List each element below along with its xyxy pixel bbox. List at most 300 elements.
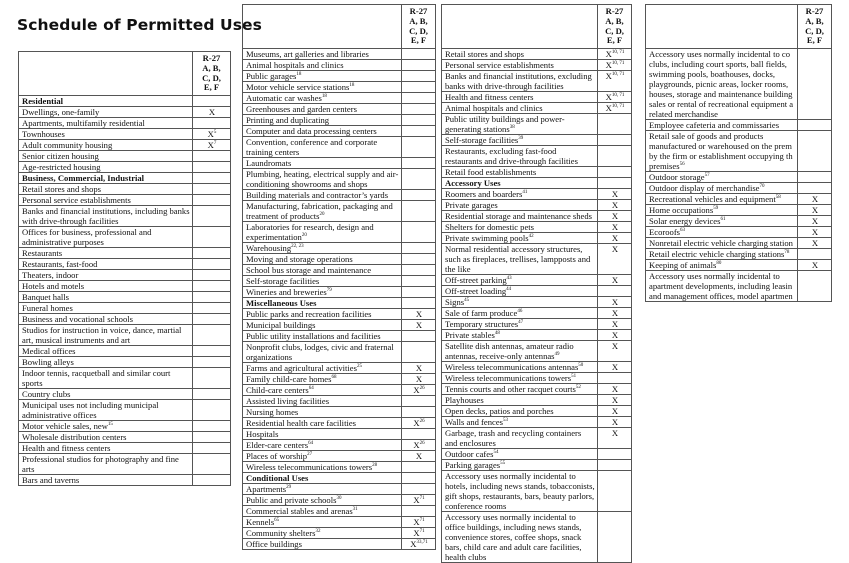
use-row	[19, 248, 231, 259]
use-label	[19, 195, 193, 206]
use-label	[442, 330, 598, 341]
use-label-text: swimming pools, boathouses, docks,	[649, 69, 776, 80]
footnote-ref: 61	[720, 217, 726, 223]
use-label	[442, 49, 598, 60]
use-label	[442, 471, 598, 512]
permitted-mark: X	[415, 451, 423, 462]
permitted-mark: X	[415, 374, 423, 385]
permitted-mark-cell	[798, 238, 832, 249]
use-row	[243, 451, 436, 462]
use-row	[19, 195, 231, 206]
use-label	[442, 135, 598, 146]
use-row	[442, 384, 632, 395]
permitted-mark: X	[413, 528, 420, 539]
use-label	[243, 71, 402, 82]
use-row	[442, 341, 632, 362]
use-row	[19, 129, 231, 140]
footnote-ref: 39	[518, 136, 524, 142]
permitted-mark-cell	[402, 93, 436, 104]
use-label-text: Printing and duplicating	[246, 115, 330, 126]
permitted-mark-cell	[193, 325, 231, 346]
use-label-text: Residential health care facilities	[246, 418, 356, 429]
use-label-text: Hospitals	[246, 429, 279, 440]
permitted-mark: X	[611, 428, 619, 439]
permitted-mark-cell	[598, 406, 632, 417]
footnote-ref: 46	[517, 309, 523, 315]
use-row	[646, 172, 832, 183]
permitted-mark: X	[415, 363, 423, 374]
use-label-line	[649, 271, 795, 281]
permitted-mark: X	[811, 238, 819, 249]
use-label-text: Accessory Uses	[445, 178, 501, 189]
permitted-mark-cell	[598, 275, 632, 286]
use-label	[442, 146, 598, 167]
footnote-ref: 38	[509, 125, 515, 131]
use-row	[442, 103, 632, 114]
permitted-mark-cell	[798, 183, 832, 194]
use-row	[243, 60, 436, 71]
permitted-footnote-ref: 26	[419, 441, 425, 447]
permitted-mark-cell	[193, 357, 231, 368]
district-header-line: R-27	[805, 6, 824, 16]
use-row	[19, 475, 231, 486]
use-label-text: Retail stores and shops	[445, 49, 525, 60]
permitted-mark-cell	[402, 440, 436, 451]
permitted-mark-cell	[402, 385, 436, 396]
permitted-mark: X	[413, 385, 420, 396]
use-label-text: premises	[649, 161, 680, 172]
permitted-mark: X	[605, 49, 612, 60]
permitted-mark-cell	[402, 287, 436, 298]
use-label-text: Professional studios for photography and fine arts	[22, 454, 179, 475]
use-label	[442, 395, 598, 406]
use-row	[243, 418, 436, 429]
footnote-ref: 54	[493, 450, 499, 456]
use-label-text: Banks and financial institutions, including banks with drive-through facilities	[22, 206, 190, 227]
use-label	[646, 227, 798, 238]
use-row	[442, 449, 632, 460]
use-label	[243, 137, 402, 158]
use-label	[243, 320, 402, 331]
use-row	[243, 115, 436, 126]
use-label	[243, 222, 402, 243]
use-label	[19, 421, 193, 432]
permitted-mark-cell	[193, 129, 231, 140]
permitted-mark: X	[611, 406, 619, 417]
permitted-mark-cell	[598, 286, 632, 297]
use-row	[243, 190, 436, 201]
permitted-mark-cell	[402, 374, 436, 385]
footnote-ref: 55	[500, 461, 506, 467]
permitted-mark-cell	[598, 417, 632, 428]
permitted-mark-cell	[598, 135, 632, 146]
use-label-line	[649, 291, 795, 301]
use-label-text: Building materials and contractor’s yards	[246, 190, 389, 201]
permitted-mark-cell	[598, 308, 632, 319]
use-label-text: Open decks, patios and porches	[445, 406, 554, 417]
permitted-mark: X	[811, 205, 819, 216]
permitted-mark-cell	[402, 517, 436, 528]
permitted-mark-cell	[193, 443, 231, 454]
permitted-mark-cell	[193, 346, 231, 357]
use-row	[243, 126, 436, 137]
use-label-text: related merchandise	[649, 109, 718, 120]
use-row	[19, 314, 231, 325]
permitted-mark: X	[605, 103, 612, 114]
use-label-text: Nonprofit clubs, lodges, civic and fraternal organizations	[246, 342, 394, 363]
permitted-footnote-ref: 10, 71	[611, 104, 625, 110]
use-label	[19, 107, 193, 118]
permitted-mark-cell	[402, 407, 436, 418]
use-label-text: Banquet halls	[22, 292, 70, 303]
district-header-line: A, B,	[605, 15, 624, 26]
use-label	[243, 495, 402, 506]
use-label-text: Townhouses	[22, 129, 65, 140]
use-label-text: Accessory uses normally incidental to hotels, including news stands, tobacconists, gift shops, restaurants, bars, beauty parlors, conference rooms	[445, 471, 595, 512]
permitted-mark-cell	[598, 330, 632, 341]
use-label	[442, 286, 598, 297]
permitted-mark-cell	[402, 528, 436, 539]
use-row	[646, 183, 832, 194]
use-label-text: Assisted living facilities	[246, 396, 330, 407]
use-label	[243, 201, 402, 222]
permitted-mark-cell	[598, 178, 632, 189]
permitted-mark: X	[410, 539, 417, 550]
use-row	[243, 49, 436, 60]
district-header-line: C, D,	[202, 72, 221, 83]
footnote-ref: 30	[336, 496, 342, 502]
permitted-uses-table-1	[18, 51, 231, 486]
use-row	[243, 137, 436, 158]
footnote-ref: 52	[575, 385, 581, 391]
use-label-text: Country clubs	[22, 389, 71, 400]
use-row	[442, 222, 632, 233]
use-row	[442, 373, 632, 384]
permitted-mark-cell	[598, 60, 632, 71]
footnote-ref: 18	[321, 94, 327, 100]
permitted-mark-cell	[598, 341, 632, 362]
permitted-mark-cell	[193, 281, 231, 292]
permitted-mark-cell	[402, 201, 436, 222]
use-row	[19, 400, 231, 421]
use-label-text: Laundromats	[246, 158, 292, 169]
permitted-mark-cell	[402, 243, 436, 254]
use-row	[442, 512, 632, 563]
district-column-header	[402, 5, 436, 49]
permitted-mark-cell	[598, 114, 632, 135]
use-row	[243, 539, 436, 550]
use-label	[442, 384, 598, 395]
permitted-uses-table-3	[441, 4, 632, 563]
use-label-text: Private swimming pools	[445, 233, 529, 244]
use-label	[646, 271, 798, 302]
use-label-text: Wholesale distribution centers	[22, 432, 127, 443]
use-row	[19, 184, 231, 195]
permitted-mark-cell	[193, 400, 231, 421]
use-label-text: clubs, including court sports, ball fields,	[649, 59, 787, 70]
district-header-line: R-27	[605, 6, 624, 16]
use-label-text: Miscellaneous Uses	[246, 298, 317, 309]
permitted-mark: X	[413, 440, 420, 451]
use-row	[442, 146, 632, 167]
use-label	[442, 341, 598, 362]
use-label-text: Senior citizen housing	[22, 151, 99, 162]
permitted-mark-cell	[193, 368, 231, 389]
use-row	[442, 189, 632, 200]
use-row	[442, 286, 632, 297]
permitted-mark-cell	[598, 167, 632, 178]
use-row	[442, 308, 632, 319]
use-label	[243, 82, 402, 93]
footnote-ref: 70	[759, 184, 765, 190]
section-title	[243, 298, 402, 309]
use-label-line	[649, 161, 795, 171]
use-row	[243, 484, 436, 495]
permitted-footnote-ref: 10, 71	[611, 72, 625, 78]
use-label-text: Restaurants	[22, 248, 63, 259]
footnote-ref: 65	[274, 518, 280, 524]
use-label-line	[649, 281, 795, 291]
use-label	[442, 60, 598, 71]
permitted-mark-cell	[598, 395, 632, 406]
footnote-ref: 79	[326, 288, 332, 294]
use-label-line	[649, 49, 795, 59]
use-label	[19, 357, 193, 368]
permitted-footnote-ref: 26	[419, 386, 425, 392]
use-row	[243, 495, 436, 506]
use-label-text: and management offices, model apartmen	[649, 291, 793, 302]
use-label-text: Ecoroofs	[649, 227, 681, 238]
permitted-mark-cell	[598, 200, 632, 211]
use-label-text: Warehousing	[246, 243, 292, 254]
use-label	[243, 484, 402, 495]
footnote-ref: 29	[286, 485, 292, 491]
header-row	[646, 5, 832, 49]
use-row	[243, 276, 436, 287]
use-label-text: Personal service establishments	[445, 60, 554, 71]
header-row	[19, 52, 231, 96]
permitted-mark-cell	[598, 471, 632, 512]
use-label	[19, 325, 193, 346]
use-row	[442, 167, 632, 178]
permitted-mark: X	[811, 227, 819, 238]
use-label	[19, 129, 193, 140]
use-label-text: Walls and fences	[445, 417, 504, 428]
use-label-text: Motor vehicle sales, new	[22, 421, 108, 432]
use-label-text: Apartments	[246, 484, 287, 495]
use-label-text: Nonretail electric vehicle charging station	[649, 238, 793, 249]
use-label	[243, 517, 402, 528]
use-row	[243, 528, 436, 539]
use-label-text: Commercial stables and arenas	[246, 506, 353, 517]
use-row	[646, 227, 832, 238]
use-label	[19, 292, 193, 303]
use-row	[19, 368, 231, 389]
permitted-mark-cell	[798, 227, 832, 238]
page-title: Schedule of Permitted Uses	[17, 16, 262, 34]
use-label-text: Family child-care homes	[246, 374, 332, 385]
use-row	[19, 151, 231, 162]
permitted-mark: X	[611, 395, 619, 406]
footnote-ref: 44	[506, 287, 512, 293]
permitted-mark-cell	[193, 248, 231, 259]
use-label-text: Business and vocational schools	[22, 314, 133, 325]
permitted-mark-cell	[598, 428, 632, 449]
use-label	[442, 308, 598, 319]
use-label-text: Outdoor display of merchandise	[649, 183, 760, 194]
use-label	[646, 260, 798, 271]
use-label	[243, 528, 402, 539]
use-row	[646, 216, 832, 227]
use-label-text: Accessory uses normally incidental to	[649, 271, 780, 282]
permitted-mark: X	[415, 320, 423, 331]
use-label	[442, 92, 598, 103]
use-label-text: Tennis courts and other racquet courts	[445, 384, 576, 395]
use-label	[243, 126, 402, 137]
district-header-line: C, D,	[605, 25, 624, 36]
permitted-mark-cell	[193, 195, 231, 206]
use-label	[646, 49, 798, 120]
use-label-text: School bus storage and maintenance	[246, 265, 372, 276]
footnote-ref: 49	[554, 352, 560, 358]
permitted-mark: X	[811, 260, 819, 271]
permitted-mark-cell	[193, 270, 231, 281]
permitted-mark-cell	[598, 49, 632, 60]
permitted-mark: X	[611, 341, 619, 352]
permitted-mark: X	[611, 211, 619, 222]
permitted-mark-cell	[798, 271, 832, 302]
use-label-text: Studios for instruction in voice, dance, martial art, musical instruments and art	[22, 325, 182, 346]
permitted-mark-cell	[402, 190, 436, 201]
district-header-line: R-27	[409, 6, 428, 16]
use-label-line	[649, 99, 795, 109]
use-label	[646, 194, 798, 205]
use-label-text: Restaurants, excluding fast-food restaurants and drive-through facilities	[445, 146, 578, 167]
use-label	[243, 265, 402, 276]
permitted-mark-cell	[598, 189, 632, 200]
use-label	[442, 167, 598, 178]
footnote-ref: 27	[307, 452, 313, 458]
use-label-text: Manufacturing, fabrication, packaging and treatment of products	[246, 201, 393, 222]
use-label	[243, 363, 402, 374]
use-label-text: Laboratories for research, design and experimentation	[246, 222, 374, 243]
permitted-mark-cell	[598, 449, 632, 460]
permitted-mark-cell	[598, 512, 632, 563]
footnote-ref: 45	[464, 298, 470, 304]
footnote-ref: 15	[107, 422, 113, 428]
use-label-text: Animal hospitals and clinics	[445, 103, 543, 114]
footnote-ref: 63	[680, 228, 686, 234]
use-row	[442, 60, 632, 71]
use-row	[243, 82, 436, 93]
use-row	[243, 396, 436, 407]
use-row	[646, 249, 832, 260]
section-header-row	[243, 473, 436, 484]
permitted-mark-cell	[193, 454, 231, 475]
permitted-uses-table-4	[645, 4, 832, 302]
district-header-line: E, F	[806, 35, 823, 46]
use-label-text: Elder-care centers	[246, 440, 309, 451]
use-label-text: Public and private schools	[246, 495, 337, 506]
use-row	[243, 104, 436, 115]
use-row	[243, 440, 436, 451]
use-label	[243, 190, 402, 201]
use-label-text: Nursing homes	[246, 407, 299, 418]
use-label-text: Farms and agricultural activities	[246, 363, 357, 374]
use-label-text: houses, storage and maintenance building	[649, 89, 793, 100]
permitted-footnote-ref: 10, 71	[611, 50, 625, 56]
permitted-mark-cell	[798, 194, 832, 205]
district-header-line: A, B,	[805, 15, 824, 26]
section-header-row	[243, 298, 436, 309]
use-label	[243, 158, 402, 169]
use-row	[442, 297, 632, 308]
use-row	[442, 71, 632, 92]
district-header-line: R-27	[202, 53, 221, 63]
use-label	[646, 183, 798, 194]
use-label	[19, 259, 193, 270]
use-label-text: Plumbing, heating, electrical supply and air-conditioning showrooms and shops	[246, 169, 399, 190]
permitted-mark: X	[811, 194, 819, 205]
use-row	[442, 319, 632, 330]
use-row	[243, 158, 436, 169]
use-label-text: Wireless telecommunications antennas	[445, 362, 579, 373]
use-label	[19, 206, 193, 227]
permitted-mark-cell	[402, 82, 436, 93]
use-row	[243, 429, 436, 440]
permitted-mark-cell	[598, 233, 632, 244]
footnote-ref: 20	[301, 233, 307, 239]
use-label-text: Off-street loading	[445, 286, 507, 297]
permitted-mark: X	[605, 60, 612, 71]
use-label-text: Bars and taverns	[22, 475, 80, 486]
footnote-ref: 56	[679, 162, 685, 168]
use-label-text: Public parks and recreation facilities	[246, 309, 372, 320]
use-row	[243, 462, 436, 473]
permitted-mark-cell	[598, 244, 632, 275]
use-label	[442, 222, 598, 233]
use-label-text: Convention, conference and corporate training centers	[246, 137, 378, 158]
use-label-line	[649, 141, 795, 151]
use-label-text: Roomers and boarders	[445, 189, 523, 200]
use-label	[243, 93, 402, 104]
footnote-ref: 22, 23	[291, 244, 304, 250]
permitted-mark: X	[605, 71, 612, 82]
footnote-ref: 18	[296, 72, 302, 78]
permitted-mark: X	[415, 309, 423, 320]
footnote-ref: 41	[522, 190, 528, 196]
use-label	[646, 131, 798, 172]
use-label	[442, 362, 598, 373]
permitted-mark-cell	[193, 162, 231, 173]
permitted-mark-cell	[193, 389, 231, 400]
permitted-mark-cell	[193, 314, 231, 325]
permitted-footnote-ref: 5	[213, 130, 217, 136]
use-label-text: Theaters, indoor	[22, 270, 79, 281]
use-label-text: Medical offices	[22, 346, 76, 357]
use-label-text: Retail sale of goods and products	[649, 131, 764, 142]
use-label-text: Satellite dish antennas, amateur radio antennas, receive-only antennas	[445, 341, 574, 362]
permitted-mark-cell	[193, 118, 231, 129]
permitted-mark-cell	[402, 104, 436, 115]
use-label	[19, 400, 193, 421]
permitted-mark-cell	[402, 495, 436, 506]
permitted-mark-cell	[402, 473, 436, 484]
permitted-mark-cell	[402, 331, 436, 342]
use-label	[442, 244, 598, 275]
use-label	[19, 227, 193, 248]
permitted-mark-cell	[402, 309, 436, 320]
